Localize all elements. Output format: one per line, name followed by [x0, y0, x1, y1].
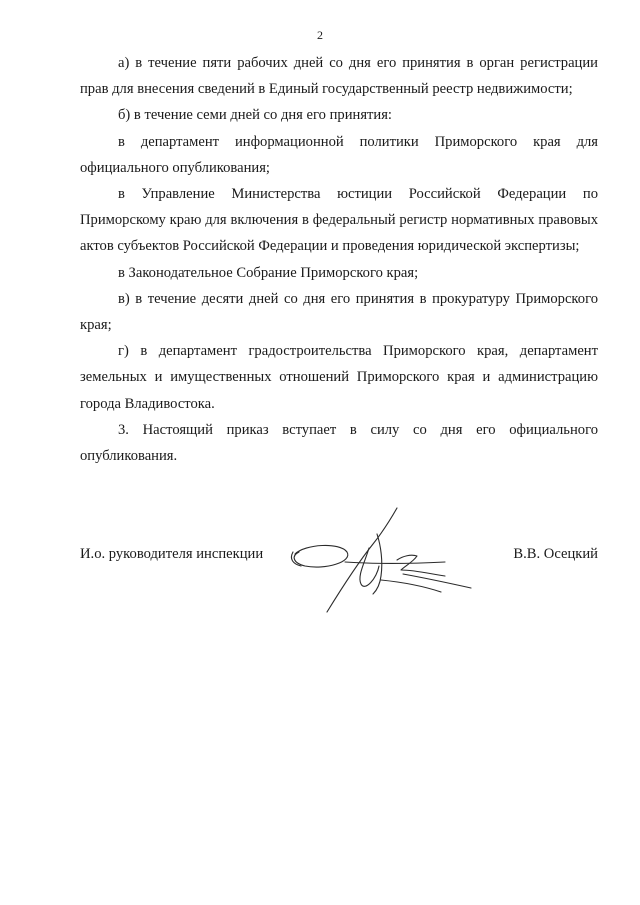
- paragraph-a: а) в течение пяти рабочих дней со дня его принятия в орган регистрации прав для внесения сведений в Единый государственный реестр недвижимости;: [80, 55, 598, 98]
- document-body: [80, 50, 598, 469]
- paragraph-c: в) в течение десяти дней со дня его принятия в прокуратуру Приморского края;: [80, 290, 598, 334]
- signatory-title: И.о. руководителя инспекции: [80, 546, 264, 562]
- paragraph-b-information-policy: в департамент информационной политики Приморского края для официального опубликования;: [80, 133, 598, 176]
- signatory-name: В.В. Осецкий: [513, 546, 598, 562]
- paragraph-b-legislative-assembly: в Законодательное Собрание Приморского края;: [118, 264, 419, 281]
- signature-block: [80, 536, 598, 616]
- paragraph-b: б) в течение семи дней со дня его принятия:: [118, 107, 392, 124]
- paragraph-d: г) в департамент градостроительства Приморского края, департамент земельных и имущественных отношений Приморского края и администрацию города Владивостока.: [80, 343, 598, 412]
- paragraph-b-ministry-of-justice: в Управление Министерства юстиции Российской Федерации по Приморскому краю для включения в федеральный регистр нормативных правовых актов субъектов Российской Федерации и проведения юридической экспертизы;: [80, 186, 598, 255]
- page-number: 2: [317, 28, 323, 42]
- handwritten-signature: [285, 504, 475, 616]
- paragraph-3: 3. Настоящий приказ вступает в силу со дня его официального опубликования.: [80, 421, 598, 465]
